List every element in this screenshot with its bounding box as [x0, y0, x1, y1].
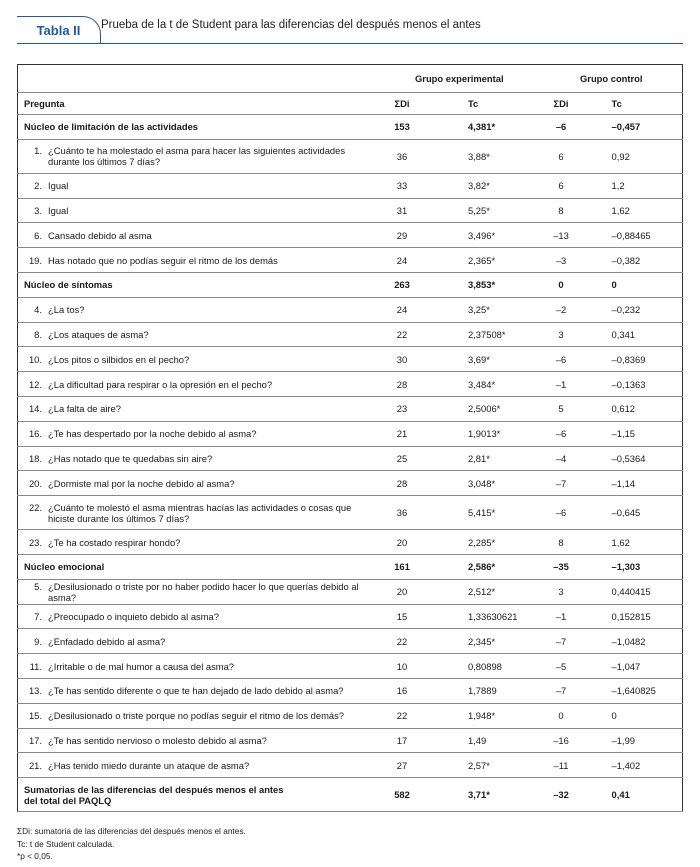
item-question: ¿Cuánto te ha molestado el asma para hacer las siguientes actividades durante los últimos 7 días?: [48, 145, 346, 168]
item-number: 9.: [34, 635, 42, 647]
cell-tc-control: 0,612: [611, 403, 636, 415]
cell-sdi-control: –6: [555, 121, 567, 133]
cell-tc-control: –1,14: [611, 477, 636, 489]
cell-tc-experimental: 0,80898: [467, 660, 502, 672]
cell-sdi-control: 6: [558, 180, 564, 192]
item-number: 18.: [28, 452, 42, 464]
col-sdi-control: ΣDi: [553, 98, 569, 109]
footnote-sdi: ΣDi: sumatoria de las diferencias del después menos el antes.: [17, 826, 246, 836]
cell-tc-experimental: 1,49: [467, 734, 487, 746]
cell-tc-control: –1,0482: [611, 635, 646, 647]
item-number: 20.: [28, 477, 42, 489]
item-number: 17.: [28, 734, 42, 746]
cell-sdi-experimental: 10: [396, 660, 408, 672]
col-pregunta: Pregunta: [24, 98, 65, 109]
cell-sdi-experimental: 29: [396, 229, 408, 241]
col-sdi-experimental: ΣDi: [394, 98, 410, 109]
item-question: ¿Has notado que te quedabas sin aire?: [48, 452, 213, 464]
item-question: ¿Has tenido miedo durante un ataque de asma?: [48, 759, 250, 771]
item-question: ¿Te has sentido nervioso o molesto debido al asma?: [48, 734, 267, 746]
cell-sdi-control: –32: [553, 789, 569, 801]
item-question: ¿Desilusionado o triste porque no podías seguir el ritmo de los demás?: [48, 710, 344, 722]
item-question: Igual: [48, 204, 69, 216]
table-row: [18, 446, 683, 471]
cell-tc-experimental: 2,365*: [467, 254, 496, 266]
results-table: [17, 64, 683, 812]
cell-sdi-experimental: 28: [396, 378, 408, 390]
table-row: [18, 396, 683, 421]
table-row: [18, 753, 683, 778]
cell-tc-experimental: 3,82*: [467, 180, 490, 192]
cell-sdi-experimental: 20: [396, 586, 408, 598]
cell-tc-control: –1,99: [611, 734, 636, 746]
cell-tc-experimental: 3,853*: [467, 279, 496, 291]
cell-tc-experimental: 3,25*: [467, 304, 490, 316]
cell-tc-experimental: 3,484*: [467, 378, 496, 390]
cell-sdi-control: –6: [555, 428, 567, 440]
item-number: 8.: [34, 328, 42, 340]
item-question: Igual: [48, 180, 69, 192]
item-question: ¿Te has sentido diferente o que te han dejado de lado debido al asma?: [48, 685, 344, 697]
cell-sdi-experimental: 15: [396, 610, 408, 622]
cell-sdi-control: 6: [558, 150, 564, 162]
item-number: 13.: [28, 685, 42, 697]
cell-tc-experimental: 2,37508*: [467, 328, 506, 340]
cell-sdi-experimental: 17: [396, 734, 408, 746]
cell-tc-control: 0,41: [611, 789, 630, 801]
cell-tc-control: 1,62: [611, 204, 630, 216]
cell-tc-experimental: 2,81*: [467, 452, 490, 464]
cell-sdi-experimental: 153: [394, 121, 410, 133]
cell-sdi-experimental: 25: [396, 452, 408, 464]
table-row: [18, 579, 683, 604]
item-number: 3.: [34, 204, 42, 216]
item-number: 21.: [28, 759, 42, 771]
item-question: ¿Desilusionado o triste por no haber podido hacer lo que querías debido al asma?: [48, 580, 359, 603]
item-question: ¿Los pitos o silbidos en el pecho?: [48, 353, 190, 365]
cell-tc-experimental: 2,345*: [467, 635, 496, 647]
cell-tc-experimental: 5,415*: [467, 507, 496, 519]
cell-sdi-experimental: 36: [396, 507, 408, 519]
table-title: Prueba de la t de Student para las diferencias del después menos el antes: [101, 19, 481, 31]
item-number: 11.: [29, 660, 42, 672]
cell-sdi-control: 3: [558, 586, 564, 598]
cell-sdi-experimental: 23: [396, 403, 408, 415]
cell-sdi-experimental: 36: [396, 150, 408, 162]
item-number: 2.: [34, 180, 42, 192]
cell-tc-experimental: 3,048*: [467, 477, 496, 489]
cell-sdi-control: –5: [555, 660, 567, 672]
item-number: 16.: [28, 428, 42, 440]
cell-tc-control: –0,88465: [611, 229, 651, 241]
item-number: 22.: [28, 501, 42, 513]
cell-tc-experimental: 1,9013*: [467, 428, 501, 440]
cell-tc-control: 1,62: [611, 536, 630, 548]
col-tc-control: Tc: [611, 98, 622, 109]
cell-sdi-control: 8: [558, 204, 564, 216]
item-question: ¿Irritable o de mal humor a causa del asma?: [48, 660, 235, 672]
cell-sdi-experimental: 33: [396, 180, 408, 192]
table-row: [18, 496, 683, 530]
cell-tc-control: –0,8369: [611, 353, 646, 365]
cell-tc-experimental: 2,285*: [467, 536, 496, 548]
cell-sdi-control: –7: [555, 685, 567, 697]
cell-sdi-control: 8: [558, 536, 564, 548]
cell-tc-experimental: 4,381*: [467, 121, 496, 133]
cell-sdi-control: –13: [553, 229, 569, 241]
table-row: [18, 654, 683, 679]
group-header-row: [18, 65, 683, 93]
cell-sdi-experimental: 28: [396, 477, 408, 489]
table-row: [18, 198, 683, 223]
cell-sdi-experimental: 21: [396, 428, 408, 440]
cell-tc-experimental: 3,69*: [467, 353, 490, 365]
cell-sdi-control: –6: [555, 507, 567, 519]
cell-tc-experimental: 3,71*: [467, 789, 490, 801]
item-number: 14.: [28, 403, 42, 415]
cell-sdi-experimental: 24: [396, 304, 408, 316]
table-row: [18, 703, 683, 728]
column-header-row: [18, 93, 683, 115]
item-question: ¿La tos?: [48, 304, 85, 316]
item-question: ¿La dificultad para respirar o la opresión en el pecho?: [48, 378, 273, 390]
cell-tc-control: –1,047: [611, 660, 641, 672]
cell-sdi-experimental: 22: [396, 635, 408, 647]
cell-tc-control: –1,640825: [611, 685, 656, 697]
cell-tc-control: –0,457: [611, 121, 641, 133]
table-row: [18, 248, 683, 273]
cell-tc-experimental: 2,57*: [467, 759, 490, 771]
table-row: [18, 604, 683, 629]
group-control-header: Grupo control: [580, 73, 643, 84]
cell-sdi-control: –11: [553, 759, 569, 771]
cell-tc-control: –0,5364: [611, 452, 646, 464]
cell-tc-control: 0: [611, 710, 617, 722]
item-number: 1.: [34, 145, 42, 157]
cell-sdi-experimental: 161: [394, 561, 410, 573]
cell-tc-experimental: 1,33630621: [467, 610, 518, 622]
group-title: Núcleo de síntomas: [24, 279, 113, 291]
item-number: 4.: [34, 304, 42, 316]
item-number: 23.: [28, 536, 42, 548]
cell-sdi-control: 3: [558, 328, 564, 340]
group-title: Núcleo de limitación de las actividades: [24, 121, 199, 133]
table-row: [18, 728, 683, 753]
cell-sdi-experimental: 582: [394, 789, 410, 801]
item-question: ¿Te has despertado por la noche debido al asma?: [48, 428, 257, 440]
col-tc-experimental: Tc: [467, 98, 479, 109]
item-question: Has notado que no podías seguir el ritmo de los demás: [48, 254, 278, 266]
group-title: Núcleo emocional: [24, 561, 105, 573]
item-number: 7.: [34, 610, 42, 622]
cell-sdi-control: 0: [558, 279, 564, 291]
table-row: [18, 678, 683, 703]
cell-sdi-control: 0: [558, 710, 564, 722]
cell-tc-experimental: 2,5006*: [467, 403, 501, 415]
item-question: ¿Los ataques de asma?: [48, 328, 149, 340]
table-row: [18, 173, 683, 198]
table-row: [18, 322, 683, 347]
cell-sdi-experimental: 31: [396, 204, 408, 216]
item-question: ¿Enfadado debido al asma?: [48, 635, 166, 647]
item-number: 12.: [28, 378, 42, 390]
group-row: [18, 272, 683, 297]
total-row: [18, 778, 683, 812]
cell-tc-experimental: 1,948*: [467, 710, 496, 722]
cell-sdi-experimental: 16: [396, 685, 408, 697]
cell-tc-control: –0,645: [611, 507, 641, 519]
cell-sdi-control: –16: [553, 734, 569, 746]
group-experimental-header: Grupo experimental: [415, 73, 504, 84]
table-header: [17, 10, 683, 44]
cell-tc-experimental: 2,586*: [467, 561, 496, 573]
item-question: ¿Preocupado o inquieto debido al asma?: [48, 610, 219, 622]
item-question: ¿La falta de aire?: [48, 403, 121, 415]
cell-sdi-experimental: 22: [396, 328, 408, 340]
cell-sdi-experimental: 20: [396, 536, 408, 548]
cell-tc-control: 0,152815: [611, 610, 651, 622]
cell-sdi-experimental: 263: [394, 279, 410, 291]
item-question: ¿Te ha costado respirar hondo?: [48, 536, 181, 548]
item-number: 10.: [28, 353, 42, 365]
table-row: [18, 471, 683, 496]
cell-sdi-experimental: 30: [396, 353, 408, 365]
cell-sdi-control: –6: [555, 353, 567, 365]
footnote-significance: *p < 0,05.: [17, 851, 53, 861]
cell-tc-control: 0,341: [611, 328, 636, 340]
cell-tc-experimental: 2,512*: [467, 586, 496, 598]
cell-tc-control: 0,92: [611, 150, 630, 162]
item-number: 6.: [34, 229, 42, 241]
cell-sdi-control: –4: [555, 452, 567, 464]
table-row: [18, 421, 683, 446]
item-number: 15.: [28, 710, 42, 722]
group-row: [18, 554, 683, 579]
cell-sdi-experimental: 24: [396, 254, 408, 266]
cell-sdi-control: –7: [555, 635, 567, 647]
total-title: Sumatorias de las diferencias del después menos el antes del total del PAQLQ: [24, 783, 284, 806]
cell-tc-control: –1,402: [611, 759, 641, 771]
table-number-tab: Tabla II: [17, 16, 101, 44]
group-row: [18, 115, 683, 140]
cell-tc-control: –0,1363: [611, 378, 646, 390]
cell-sdi-control: 5: [558, 403, 564, 415]
header-rule: [17, 43, 683, 44]
cell-sdi-control: –1: [555, 610, 567, 622]
item-number: 19.: [28, 254, 42, 266]
cell-tc-control: –0,382: [611, 254, 641, 266]
cell-sdi-control: –2: [555, 304, 567, 316]
cell-tc-experimental: 3,496*: [467, 229, 496, 241]
table-row: [18, 347, 683, 372]
cell-tc-experimental: 5,25*: [467, 204, 490, 216]
cell-sdi-control: –3: [555, 254, 567, 266]
table-row: [18, 297, 683, 322]
cell-tc-control: 0,440415: [611, 586, 651, 598]
cell-tc-control: –1,15: [611, 428, 636, 440]
cell-tc-control: 1,2: [611, 180, 625, 192]
cell-tc-experimental: 1,7889: [467, 685, 497, 697]
table-row: [18, 139, 683, 173]
item-question: Cansado debido al asma: [48, 229, 152, 241]
footnote-tc: Tc: t de Student calculada.: [17, 838, 115, 849]
cell-tc-control: 0: [611, 279, 617, 291]
item-question: ¿Dormiste mal por la noche debido al asma?: [48, 477, 235, 489]
cell-sdi-control: –35: [553, 561, 569, 573]
table-row: [18, 372, 683, 397]
item-number: 5.: [34, 580, 42, 592]
cell-sdi-control: –1: [555, 378, 567, 390]
table-row: [18, 629, 683, 654]
table-row: [18, 530, 683, 555]
table-row: [18, 223, 683, 248]
table-body: [18, 115, 683, 812]
cell-sdi-control: –7: [555, 477, 567, 489]
cell-tc-control: –1,303: [611, 561, 641, 573]
cell-sdi-experimental: 27: [396, 759, 408, 771]
cell-tc-control: –0,232: [611, 304, 641, 316]
cell-sdi-experimental: 22: [396, 710, 408, 722]
item-question: ¿Cuánto te molestó el asma mientras hacías las actividades o cosas que hiciste durante los últimos 7 días?: [48, 501, 352, 524]
footnotes: [17, 825, 246, 863]
cell-tc-experimental: 3,88*: [467, 150, 490, 162]
